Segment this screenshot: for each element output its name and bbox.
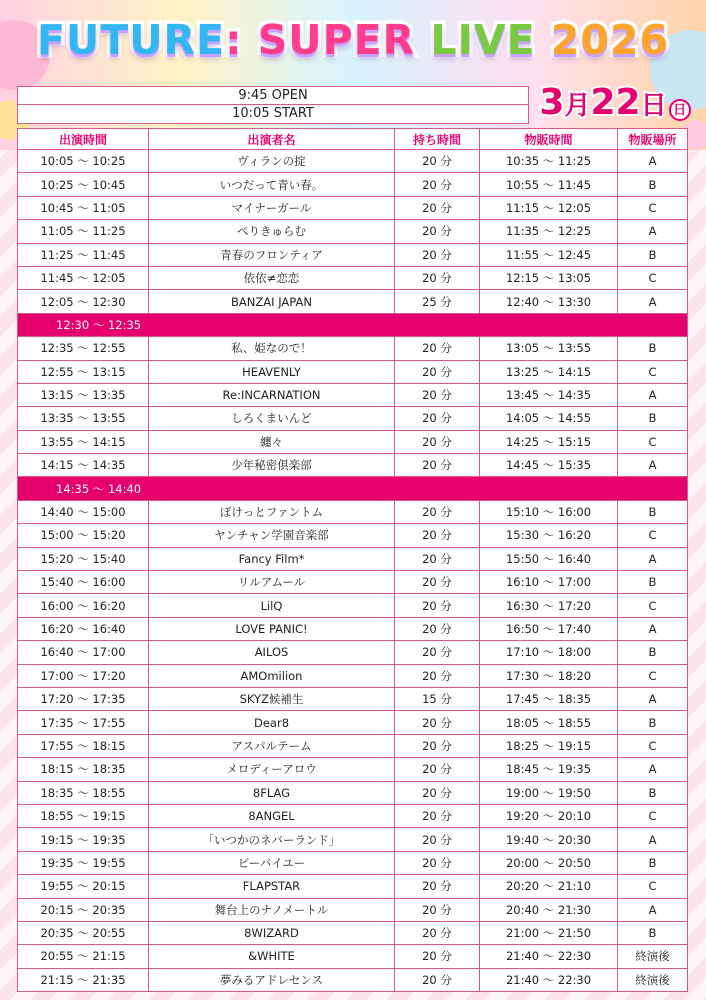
set-duration: 20 分 [395,220,480,243]
artist-name: AILOS [149,641,395,664]
artist-name: FLAPSTAR [149,875,395,898]
merch-time: 17:45 ～ 18:35 [480,687,618,710]
performance-time: 10:45 ～ 11:05 [18,196,149,219]
performance-time: 15:20 ～ 15:40 [18,547,149,570]
merch-place: C [618,360,688,383]
merch-time: 19:40 ～ 20:30 [480,828,618,851]
merch-time: 15:30 ～ 16:20 [480,524,618,547]
table-row [18,571,688,594]
table-row [18,524,688,547]
merch-place: B [618,243,688,266]
open-start-box [17,86,529,124]
performance-time: 18:35 ～ 18:55 [18,781,149,804]
merch-place: B [618,781,688,804]
table-row [18,383,688,406]
performance-time: 21:15 ～ 21:35 [18,968,149,991]
table-row [18,945,688,968]
table-row [18,337,688,360]
date-weekday-badge: 日 [669,99,691,121]
set-duration: 20 分 [395,243,480,266]
title-part-live: LIVE [415,16,536,64]
performance-time: 16:20 ～ 16:40 [18,617,149,640]
table-row [18,617,688,640]
table-row [18,594,688,617]
artist-name: メロディーアロウ [149,758,395,781]
merch-place: A [618,898,688,921]
artist-name: 纏々 [149,430,395,453]
set-duration: 20 分 [395,664,480,687]
table-row [18,968,688,991]
break-row [18,313,688,336]
artist-name: ビーバイユー [149,851,395,874]
date-day-unit: 日 [640,91,667,121]
merch-place: A [618,758,688,781]
merch-place: B [618,337,688,360]
event-date [530,82,700,128]
artist-name: ヴィランの掟 [149,150,395,173]
title-part-super: SUPER [257,16,416,64]
table-row [18,454,688,477]
table-row [18,828,688,851]
merch-place: C [618,664,688,687]
table-row [18,430,688,453]
merch-place: B [618,571,688,594]
artist-name: ぼけっとファントム [149,500,395,523]
set-duration: 20 分 [395,594,480,617]
merch-time: 11:35 ～ 12:25 [480,220,618,243]
set-duration: 20 分 [395,875,480,898]
col-header-merch-place: 物販場所 [618,129,688,150]
artist-name: マイナーガール [149,196,395,219]
table-row [18,407,688,430]
merch-place: B [618,711,688,734]
artist-name: Dear8 [149,711,395,734]
artist-name: 私、姫なので！ [149,337,395,360]
merch-place: B [618,407,688,430]
merch-place: C [618,266,688,289]
merch-place: A [618,383,688,406]
merch-time: 13:05 ～ 13:55 [480,337,618,360]
set-duration: 20 分 [395,547,480,570]
merch-time: 11:15 ～ 12:05 [480,196,618,219]
artist-name: いつだって青い春。 [149,173,395,196]
table-row [18,781,688,804]
merch-time: 18:45 ～ 19:35 [480,758,618,781]
col-header-merch-time: 物販時間 [480,129,618,150]
performance-time: 12:35 ～ 12:55 [18,337,149,360]
artist-name: ぺりきゅらむ [149,220,395,243]
performance-time: 18:15 ～ 18:35 [18,758,149,781]
merch-time: 15:10 ～ 16:00 [480,500,618,523]
merch-time: 21:00 ～ 21:50 [480,921,618,944]
merch-place: A [618,150,688,173]
col-header-duration: 持ち時間 [395,129,480,150]
artist-name: 舞台上のナノメートル [149,898,395,921]
merch-time: 10:35 ～ 11:25 [480,150,618,173]
performance-time: 11:25 ～ 11:45 [18,243,149,266]
col-header-time: 出演時間 [18,129,149,150]
merch-time: 16:50 ～ 17:40 [480,617,618,640]
performance-time: 10:05 ～ 10:25 [18,150,149,173]
set-duration: 15 分 [395,687,480,710]
artist-name: LilQ [149,594,395,617]
artist-name: AMOmilion [149,664,395,687]
performance-time: 16:00 ～ 16:20 [18,594,149,617]
set-duration: 20 分 [395,734,480,757]
merch-place: C [618,524,688,547]
set-duration: 20 分 [395,337,480,360]
artist-name: 依依≠恋恋 [149,266,395,289]
date-month-unit: 月 [564,91,591,121]
merch-time: 11:55 ～ 12:45 [480,243,618,266]
break-time: 14:35 ～ 14:40 [18,477,688,500]
artist-name: &WHITE [149,945,395,968]
artist-name: リルアムール [149,571,395,594]
merch-place: A [618,220,688,243]
merch-place: C [618,875,688,898]
set-duration: 20 分 [395,851,480,874]
set-duration: 20 分 [395,711,480,734]
table-row [18,547,688,570]
table-row [18,804,688,827]
set-duration: 20 分 [395,407,480,430]
performance-time: 19:35 ～ 19:55 [18,851,149,874]
merch-time: 18:25 ～ 19:15 [480,734,618,757]
merch-time: 16:30 ～ 17:20 [480,594,618,617]
performance-time: 20:35 ～ 20:55 [18,921,149,944]
set-duration: 20 分 [395,500,480,523]
artist-name: 8ANGEL [149,804,395,827]
merch-time: 17:30 ～ 18:20 [480,664,618,687]
performance-time: 19:15 ～ 19:35 [18,828,149,851]
event-title [0,4,706,76]
performance-time: 10:25 ～ 10:45 [18,173,149,196]
merch-place: C [618,430,688,453]
table-row [18,290,688,313]
table-row [18,898,688,921]
set-duration: 20 分 [395,945,480,968]
performance-time: 16:40 ～ 17:00 [18,641,149,664]
merch-time: 13:45 ～ 14:35 [480,383,618,406]
table-row [18,687,688,710]
artist-name: アスパルテーム [149,734,395,757]
set-duration: 20 分 [395,781,480,804]
title-part-future: FUTURE [36,16,226,64]
merch-time: 13:25 ～ 14:15 [480,360,618,383]
merch-time: 14:45 ～ 15:35 [480,454,618,477]
col-header-artist: 出演者名 [149,129,395,150]
merch-place: A [618,617,688,640]
performance-time: 17:00 ～ 17:20 [18,664,149,687]
artist-name: 少年秘密倶楽部 [149,454,395,477]
merch-place: 終演後 [618,968,688,991]
table-row [18,711,688,734]
set-duration: 20 分 [395,828,480,851]
set-duration: 20 分 [395,968,480,991]
merch-time: 12:40 ～ 13:30 [480,290,618,313]
performance-time: 17:35 ～ 17:55 [18,711,149,734]
set-duration: 20 分 [395,898,480,921]
merch-time: 14:05 ～ 14:55 [480,407,618,430]
table-row [18,500,688,523]
performance-time: 20:55 ～ 21:15 [18,945,149,968]
artist-name: Fancy Film* [149,547,395,570]
performance-time: 13:55 ～ 14:15 [18,430,149,453]
table-row [18,641,688,664]
merch-time: 16:10 ～ 17:00 [480,571,618,594]
artist-name: LOVE PANIC! [149,617,395,640]
merch-place: A [618,828,688,851]
performance-time: 19:55 ～ 20:15 [18,875,149,898]
merch-place: B [618,641,688,664]
merch-place: A [618,454,688,477]
table-row [18,734,688,757]
merch-place: A [618,547,688,570]
artist-name: 「いつかのネバーランド」 [149,828,395,851]
artist-name: Re:INCARNATION [149,383,395,406]
timetable-body [18,150,688,992]
artist-name: 8FLAG [149,781,395,804]
open-time: 9:45 OPEN [18,87,528,105]
merch-place: B [618,500,688,523]
merch-time: 12:15 ～ 13:05 [480,266,618,289]
set-duration: 20 分 [395,758,480,781]
merch-time: 20:20 ～ 21:10 [480,875,618,898]
merch-place: B [618,173,688,196]
merch-time: 20:00 ～ 20:50 [480,851,618,874]
start-time: 10:05 START [232,106,314,121]
break-row [18,477,688,500]
performance-time: 12:55 ～ 13:15 [18,360,149,383]
merch-time: 18:05 ～ 18:55 [480,711,618,734]
artist-name: ヤンチャン学園音楽部 [149,524,395,547]
merch-time: 10:55 ～ 11:45 [480,173,618,196]
merch-time: 20:40 ～ 21:30 [480,898,618,921]
merch-time: 14:25 ～ 15:15 [480,430,618,453]
table-row [18,360,688,383]
title-part-year: 2026 [535,16,670,64]
merch-place: 終演後 [618,945,688,968]
merch-place: A [618,290,688,313]
set-duration: 20 分 [395,196,480,219]
set-duration: 20 分 [395,430,480,453]
break-time: 12:30 ～ 12:35 [18,313,688,336]
merch-time: 21:40 ～ 22:30 [480,945,618,968]
table-row [18,220,688,243]
merch-time: 21:40 ～ 22:30 [480,968,618,991]
date-month: 3 [539,82,565,123]
artist-name: SKYZ候補生 [149,687,395,710]
merch-place: C [618,734,688,757]
performance-time: 20:15 ～ 20:35 [18,898,149,921]
merch-place: A [618,687,688,710]
set-duration: 20 分 [395,571,480,594]
table-row [18,150,688,173]
artist-name: 夢みるアドレセンス [149,968,395,991]
timetable-header-row [18,129,688,150]
merch-place: C [618,804,688,827]
table-row [18,173,688,196]
performance-time: 18:55 ～ 19:15 [18,804,149,827]
performance-time: 15:00 ～ 15:20 [18,524,149,547]
table-row [18,664,688,687]
title-part-colon: : [225,16,258,64]
set-duration: 20 分 [395,641,480,664]
timetable [17,128,688,992]
table-row [18,758,688,781]
merch-place: B [618,851,688,874]
artist-name: BANZAI JAPAN [149,290,395,313]
set-duration: 20 分 [395,524,480,547]
merch-time: 17:10 ～ 18:00 [480,641,618,664]
performance-time: 12:05 ～ 12:30 [18,290,149,313]
merch-place: C [618,594,688,617]
set-duration: 20 分 [395,804,480,827]
set-duration: 20 分 [395,150,480,173]
merch-place: B [618,921,688,944]
table-row [18,851,688,874]
performance-time: 15:40 ～ 16:00 [18,571,149,594]
table-row [18,921,688,944]
artist-name: 8WIZARD [149,921,395,944]
set-duration: 20 分 [395,921,480,944]
table-row [18,266,688,289]
performance-time: 11:45 ～ 12:05 [18,266,149,289]
table-row [18,243,688,266]
set-duration: 20 分 [395,266,480,289]
set-duration: 20 分 [395,383,480,406]
artist-name: しろくまいんど [149,407,395,430]
set-duration: 20 分 [395,360,480,383]
merch-time: 19:20 ～ 20:10 [480,804,618,827]
performance-time: 11:05 ～ 11:25 [18,220,149,243]
set-duration: 20 分 [395,454,480,477]
set-duration: 20 分 [395,617,480,640]
performance-time: 14:15 ～ 14:35 [18,454,149,477]
table-row [18,196,688,219]
date-day: 22 [590,82,641,123]
performance-time: 17:55 ～ 18:15 [18,734,149,757]
merch-place: C [618,196,688,219]
performance-time: 13:15 ～ 13:35 [18,383,149,406]
merch-time: 15:50 ～ 16:40 [480,547,618,570]
performance-time: 14:40 ～ 15:00 [18,500,149,523]
set-duration: 25 分 [395,290,480,313]
table-row [18,875,688,898]
artist-name: 青春のフロンティア [149,243,395,266]
artist-name: HEAVENLY [149,360,395,383]
merch-time: 19:00 ～ 19:50 [480,781,618,804]
performance-time: 13:35 ～ 13:55 [18,407,149,430]
set-duration: 20 分 [395,173,480,196]
performance-time: 17:20 ～ 17:35 [18,687,149,710]
